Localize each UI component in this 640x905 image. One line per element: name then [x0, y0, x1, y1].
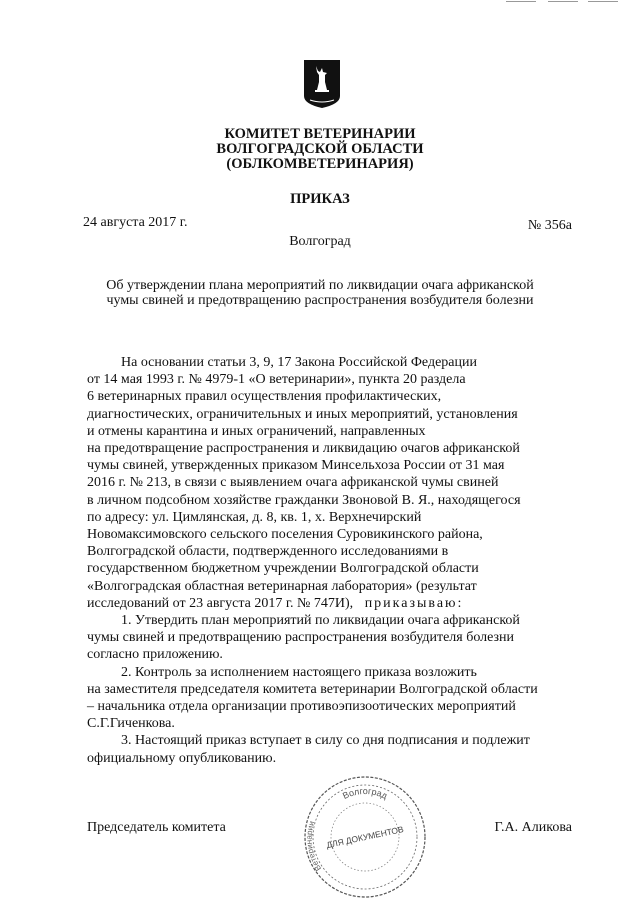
text-line: по адресу: ул. Цимлянская, д. 8, кв. 1, х. Верхнечирский — [87, 509, 422, 525]
org-name-line2: ВОЛГОГРАДСКОЙ ОБЛАСТИ — [216, 141, 424, 157]
signatory-name: Г.А. Аликова — [494, 820, 572, 835]
text-line: чумы свиней и предотвращению распространения возбудителя болезни — [87, 630, 515, 646]
text-line: чумы свиней, утвержденных приказом Минсельхоза России от 31 мая — [87, 458, 505, 474]
stamp-center-text: ДЛЯ ДОКУМЕНТОВ — [325, 823, 405, 851]
signatory-position: Председатель комитета — [87, 820, 226, 835]
text-line: Новомаксимовского сельского поселения Суровикинского района, — [87, 527, 483, 543]
stamp-left-text: Ветеринарии — [304, 819, 324, 873]
text-line: официальному опубликованию. — [87, 750, 277, 766]
text-line: «Волгоградская областная ветеринарная лаборатория» (результат — [87, 578, 477, 594]
official-stamp — [300, 772, 430, 902]
text-line: 1. Утвердить план мероприятий по ликвидации очага африканской — [121, 613, 520, 629]
scan-artifact-line — [588, 1, 618, 2]
coat-of-arms-emblem — [304, 60, 340, 108]
text-line: государственном бюджетном учреждении Волгоградской области — [87, 561, 479, 577]
scan-artifact-line — [506, 1, 536, 2]
text-line: согласно приложению. — [87, 647, 223, 663]
order-date: 24 августа 2017 г. — [83, 215, 188, 230]
order-keyword: приказываю: — [364, 595, 464, 611]
text-line: С.Г.Гиченкова. — [87, 716, 175, 732]
subject-line: Об утверждении плана мероприятий по ликвидации очага африканской — [106, 278, 534, 293]
text-line: от 14 мая 1993 г. № 4979-1 «О ветеринарии», пункта 20 раздела — [87, 372, 466, 388]
text-line: На основании статьи 3, 9, 17 Закона Российской Федерации — [121, 355, 477, 370]
text-line: – начальника отдела организации противоэпизоотических мероприятий — [87, 699, 516, 715]
text-line: диагностических, ограничительных и иных мероприятий, установления — [87, 406, 518, 422]
text-line: 2. Контроль за исполнением настоящего приказа возложить — [121, 664, 477, 680]
text-line: на заместителя председателя комитета ветеринарии Волгоградской области — [87, 681, 538, 697]
preamble-paragraph — [87, 354, 571, 767]
order-subject — [0, 278, 640, 308]
org-name-line3: (ОБЛКОМВЕТЕРИНАРИЯ) — [226, 156, 414, 172]
text-line: на предотвращение распространения и ликвидацию очагов африканской — [87, 441, 520, 457]
text-line: 2016 г. № 213, в связи с выявлением очага африканской чумы свиней — [87, 475, 499, 491]
org-name-line1: КОМИТЕТ ВЕТЕРИНАРИИ — [224, 126, 416, 142]
subject-line: чумы свиней и предотвращению распространения возбудителя болезни — [106, 293, 534, 308]
document-type: ПРИКАЗ — [290, 191, 350, 207]
text-line: в личном подсобном хозяйстве гражданки Звоновой В. Я., находящегося — [87, 492, 521, 508]
text-line: Волгоградской области, подтвержденного исследованиями в — [87, 544, 449, 560]
stamp-top-text: Волгоград — [341, 785, 389, 801]
text-line: 3. Настоящий приказ вступает в силу со дня подписания и подлежит — [121, 733, 530, 749]
scan-artifact-line — [548, 1, 578, 2]
city-name: Волгоград — [289, 234, 351, 249]
intro-last-text: исследований от 23 августа 2017 г. № 747И), — [87, 595, 354, 611]
text-line: и отмены карантина и иных ограничений, направленных — [87, 423, 426, 439]
text-line: 6 ветеринарных правил осуществления профилактических, — [87, 389, 442, 405]
text-line — [87, 595, 571, 612]
order-number: № 356а — [527, 218, 572, 233]
